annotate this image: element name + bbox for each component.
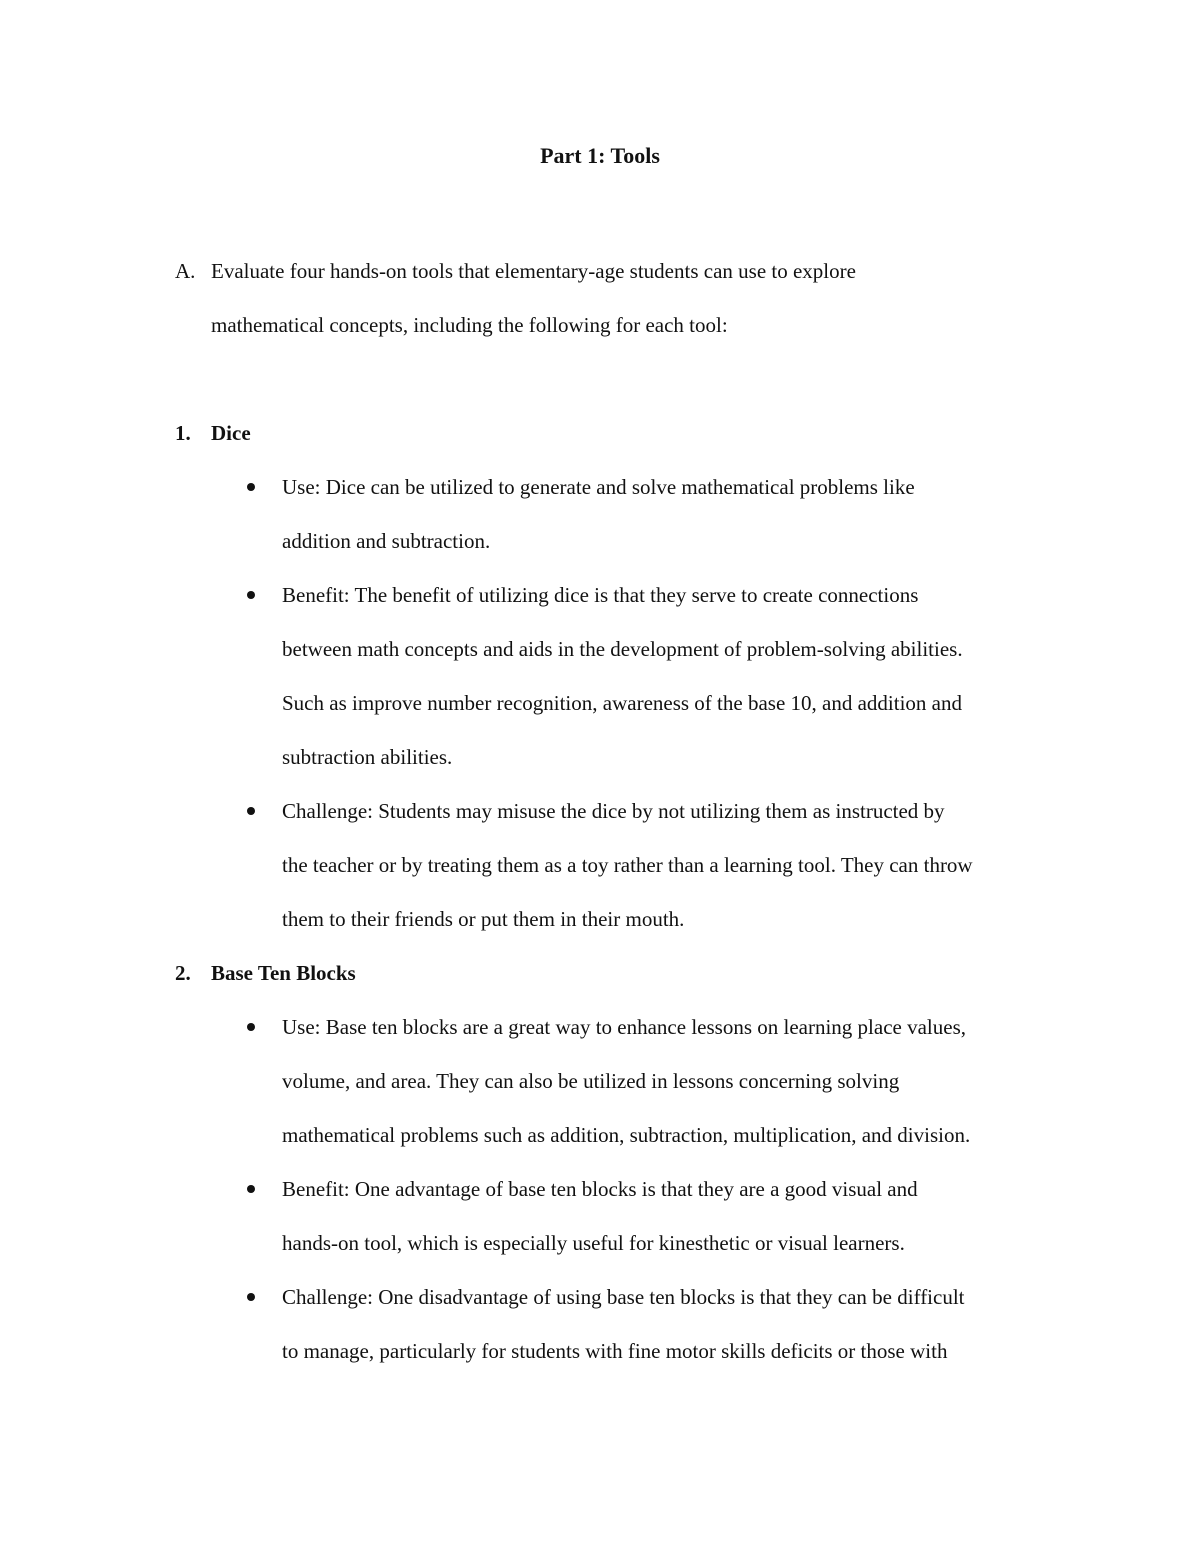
list-item-line: mathematical problems such as addition, subtraction, multiplication, and division.	[282, 1123, 971, 1147]
page-title: Part 1: Tools	[540, 143, 660, 168]
tool-heading: Dice	[211, 421, 251, 445]
list-item-line: them to their friends or put them in their mouth.	[282, 907, 685, 931]
bullet-icon	[247, 591, 255, 599]
list-item-line: the teacher or by treating them as a toy rather than a learning tool. They can throw	[282, 853, 973, 877]
tool-number: 2.	[175, 961, 191, 985]
question-line: Evaluate four hands-on tools that elementary-age students can use to explore	[211, 259, 856, 283]
list-item-line: Benefit: One advantage of base ten blocks is that they are a good visual and	[282, 1177, 918, 1201]
list-item-line: Challenge: One disadvantage of using base ten blocks is that they can be difficult	[282, 1285, 965, 1309]
question-line: mathematical concepts, including the following for each tool:	[211, 313, 728, 337]
bullet-icon	[247, 483, 255, 491]
list-item-line: Benefit: The benefit of utilizing dice is that they serve to create connections	[282, 583, 919, 607]
list-item-line: addition and subtraction.	[282, 529, 491, 553]
list-item-line: to manage, particularly for students with fine motor skills deficits or those with	[282, 1339, 948, 1363]
bullet-icon	[247, 1293, 255, 1301]
list-item-line: Such as improve number recognition, awareness of the base 10, and addition and	[282, 691, 962, 715]
bullet-icon	[247, 1185, 255, 1193]
bullet-icon	[247, 807, 255, 815]
list-item-line: volume, and area. They can also be utilized in lessons concerning solving	[282, 1069, 900, 1093]
tool-heading: Base Ten Blocks	[211, 961, 356, 985]
list-item-line: hands-on tool, which is especially useful for kinesthetic or visual learners.	[282, 1231, 905, 1255]
question-marker: A.	[175, 259, 196, 283]
list-item-line: between math concepts and aids in the development of problem-solving abilities.	[282, 637, 963, 661]
list-item-line: Use: Base ten blocks are a great way to enhance lessons on learning place values,	[282, 1015, 966, 1039]
tool-number: 1.	[175, 421, 191, 445]
list-item-line: Use: Dice can be utilized to generate and solve mathematical problems like	[282, 475, 915, 499]
list-item-line: Challenge: Students may misuse the dice by not utilizing them as instructed by	[282, 799, 945, 823]
bullet-icon	[247, 1023, 255, 1031]
list-item-line: subtraction abilities.	[282, 745, 453, 769]
